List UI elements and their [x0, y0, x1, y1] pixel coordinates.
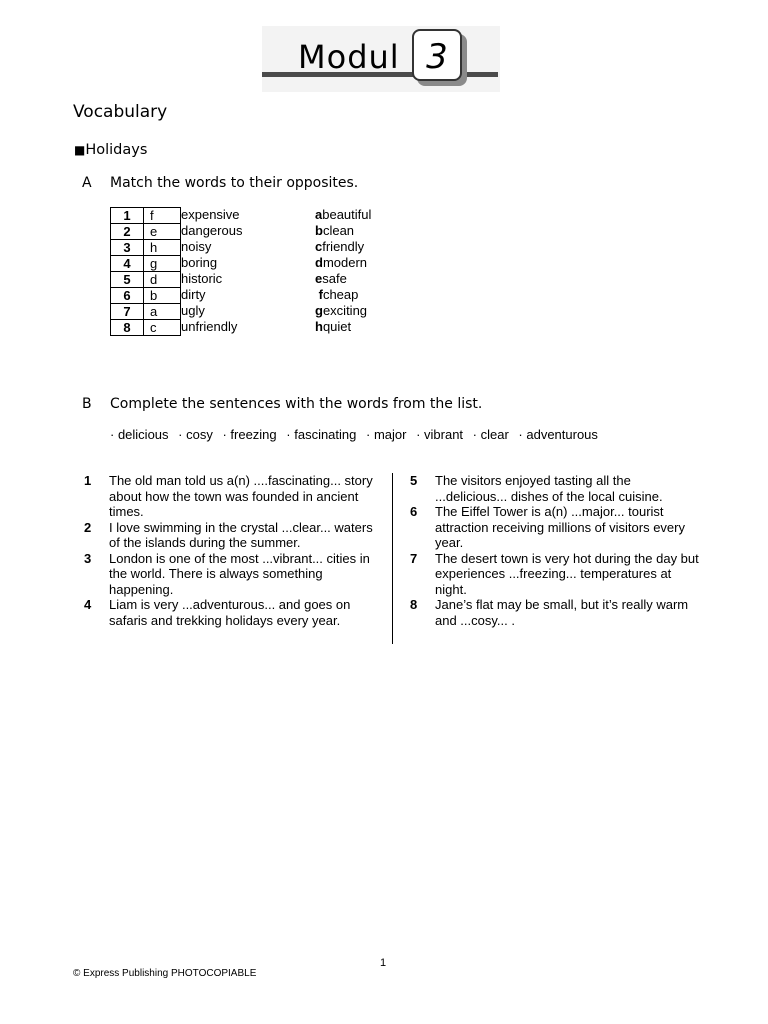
answer-letter: e: [144, 224, 181, 240]
sentence-text: The Eiffel Tower is a(n) ...major... tourist attraction receiving millions of visitors every year.: [435, 504, 685, 550]
sentence-text: Liam is very ...adventurous... and goes on safaris and trekking holidays every year.: [109, 597, 351, 628]
word-bank-item: · delicious: [110, 427, 169, 442]
item-number: 7: [111, 304, 144, 320]
option-word: friendly: [322, 239, 365, 254]
page-number: 1: [380, 957, 387, 969]
answer-letter: f: [144, 208, 181, 224]
option-word: cheap: [322, 287, 359, 302]
option-letter: f: [315, 287, 323, 302]
exercise-b-letter: B: [82, 396, 92, 412]
item-number: 5: [410, 473, 418, 488]
sentence-text: The old man told us a(n) ....fascinating... story about how the town was founded in ancient times.: [109, 473, 373, 519]
list-item: [410, 504, 700, 551]
list-item: [410, 473, 700, 504]
item-number: 7: [410, 550, 418, 566]
table-row: [111, 304, 181, 320]
answer-letter: c: [144, 320, 181, 336]
word-bank-item: · clear: [472, 427, 509, 442]
table-row: [111, 208, 181, 224]
list-item: dirty: [181, 287, 206, 302]
option-letter: h: [315, 319, 323, 334]
sentences-right-column: [410, 473, 700, 628]
list-item: boring: [181, 255, 218, 270]
column-divider: [392, 473, 393, 644]
item-number: 8: [111, 320, 144, 336]
section-title: Vocabulary: [73, 102, 168, 122]
answer-letter: g: [144, 256, 181, 272]
exercise-a-instruction: Match the words to their opposites.: [110, 175, 359, 191]
list-item: [315, 255, 371, 271]
list-item: [315, 319, 371, 335]
option-word: safe: [322, 271, 347, 286]
footer-copyright: © Express Publishing PHOTOCOPIABLE: [73, 968, 257, 979]
sentence-text: I love swimming in the crystal ...clear... waters of the islands during the summer.: [109, 519, 373, 550]
sentence-text: London is one of the most ...vibrant... cities in the world. There is always something happening.: [109, 550, 370, 597]
exercise-a-letter: A: [82, 175, 92, 191]
list-item: ugly: [181, 303, 205, 318]
item-number: 1: [111, 208, 144, 224]
list-item: historic: [181, 271, 223, 286]
option-letter: c: [315, 239, 323, 254]
item-number: 5: [111, 272, 144, 288]
answer-table: [110, 207, 181, 336]
module-title: Modul: [298, 38, 400, 76]
sentence-text: The visitors enjoyed tasting all the ...delicious... dishes of the local cuisine.: [435, 473, 663, 504]
list-item: [315, 303, 371, 319]
table-row: [111, 320, 181, 336]
answer-letter: a: [144, 304, 181, 320]
list-item: dangerous: [181, 223, 243, 238]
list-item: [315, 207, 371, 223]
item-number: 3: [84, 550, 92, 566]
word-bank-item: · cosy: [178, 427, 213, 442]
list-item: [84, 551, 384, 598]
square-bullet-icon: ■: [74, 143, 86, 157]
option-letter: e: [315, 271, 323, 286]
opposites-list: [315, 207, 371, 335]
word-bank-item: · major: [366, 427, 407, 442]
option-word: exciting: [322, 303, 368, 318]
list-item: expensive: [181, 207, 240, 222]
item-number: 4: [111, 256, 144, 272]
answer-letter: d: [144, 272, 181, 288]
item-number: 2: [111, 224, 144, 240]
sentences-left-column: [84, 473, 384, 628]
answer-letter: h: [144, 240, 181, 256]
exercise-b-instruction: Complete the sentences with the words from the list.: [110, 396, 483, 412]
list-item: [84, 520, 384, 551]
option-letter: g: [315, 303, 323, 318]
word-bank-item: · fascinating: [286, 427, 357, 442]
option-word: beautiful: [322, 207, 372, 222]
list-item: unfriendly: [181, 319, 238, 334]
answer-letter: b: [144, 288, 181, 304]
option-letter: d: [315, 255, 323, 270]
table-row: [111, 240, 181, 256]
item-number: 8: [410, 597, 418, 612]
sentence-text: The desert town is very hot during the day but experiences ...freezing... temperatures at night.: [435, 550, 699, 597]
option-word: modern: [322, 255, 368, 270]
word-list-a: [181, 207, 242, 335]
list-item: [410, 551, 700, 598]
word-bank-item: · freezing: [222, 427, 277, 442]
table-row: [111, 272, 181, 288]
option-letter: a: [315, 207, 323, 222]
table-row: [111, 288, 181, 304]
word-bank-item: · adventurous: [518, 427, 598, 442]
list-item: noisy: [181, 239, 212, 254]
item-number: 6: [410, 504, 418, 519]
item-number: 3: [111, 240, 144, 256]
item-number: 1: [84, 473, 92, 488]
subsection-title: Holidays: [85, 142, 148, 158]
list-item: [315, 223, 371, 239]
list-item: [84, 473, 384, 520]
table-row: [111, 256, 181, 272]
option-letter: b: [315, 223, 323, 238]
table-row: [111, 224, 181, 240]
option-word: clean: [322, 223, 355, 238]
list-item: [315, 287, 371, 303]
item-number: 4: [84, 597, 92, 612]
list-item: [315, 271, 371, 287]
word-bank: [110, 427, 604, 442]
item-number: 6: [111, 288, 144, 304]
module-number: 3: [412, 29, 462, 81]
list-item: [84, 597, 384, 628]
subsection-heading: [74, 142, 147, 158]
sentence-text: Jane’s flat may be small, but it’s really warm and ...cosy... .: [435, 597, 689, 628]
word-bank-item: · vibrant: [416, 427, 464, 442]
item-number: 2: [84, 519, 92, 535]
module-header: [262, 26, 502, 94]
list-item: [315, 239, 371, 255]
list-item: [410, 597, 700, 628]
option-word: quiet: [322, 319, 352, 334]
